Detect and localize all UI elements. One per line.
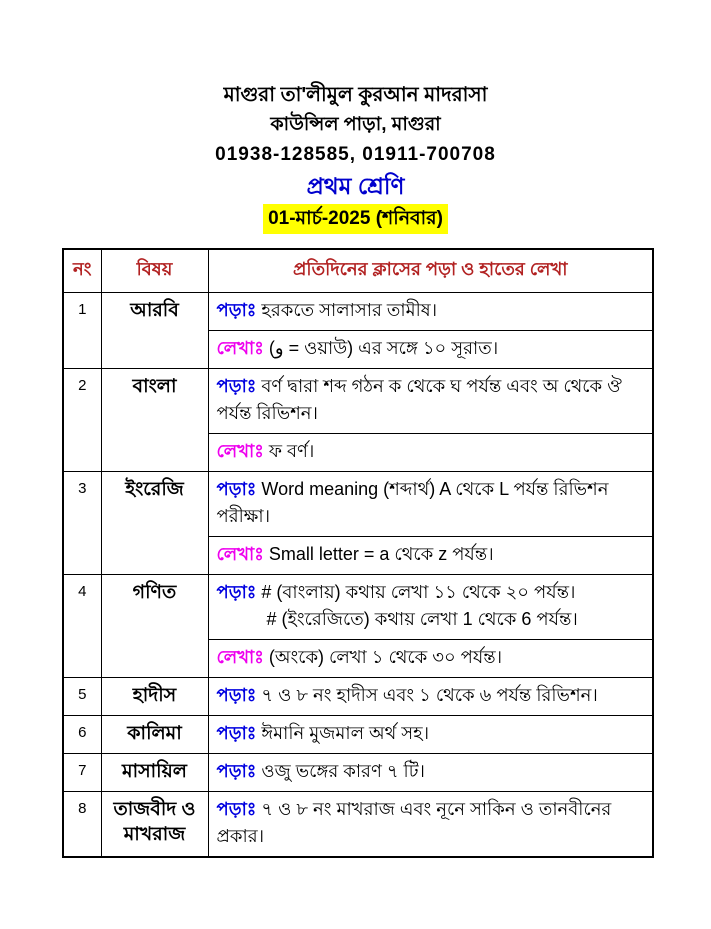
pora-entry	[209, 472, 653, 536]
row-number: 6	[63, 716, 101, 754]
lesson-table	[62, 248, 654, 858]
table-header-row	[63, 249, 653, 293]
lekha-entry	[209, 639, 653, 677]
content-cell	[208, 575, 653, 678]
row-number: 2	[63, 369, 101, 472]
pora-text: Word meaning (শব্দার্থ) A থেকে L পর্যন্ত রিভিশন পরীক্ষা।	[216, 479, 609, 526]
class-title: প্রথম শ্রেণি	[306, 173, 405, 199]
subject-cell: হাদীস	[101, 678, 208, 716]
pora-text: ৭ ও ৮ নং মাখরাজ এবং নূনে সাকিন ও তানবীনের প্রকার।	[216, 799, 612, 846]
pora-label: পড়াঃ	[216, 479, 257, 499]
pora-entry	[209, 754, 653, 791]
content-cell	[208, 678, 653, 716]
content-cell	[208, 792, 653, 858]
content-cell	[208, 754, 653, 792]
table-row	[63, 575, 653, 678]
lekha-label: লেখাঃ	[216, 441, 264, 461]
table-row	[63, 293, 653, 369]
subject-cell: কালিমা	[101, 716, 208, 754]
row-number: 1	[63, 293, 101, 369]
lekha-label: লেখাঃ	[216, 544, 264, 564]
lekha-label: লেখাঃ	[216, 338, 264, 358]
subject-cell: আরবি	[101, 293, 208, 369]
table-row	[63, 716, 653, 754]
subject-cell: বাংলা	[101, 369, 208, 472]
subject-cell: ইংরেজি	[101, 472, 208, 575]
pora-label: পড়াঃ	[216, 761, 257, 781]
table-row	[63, 754, 653, 792]
pora-label: পড়াঃ	[216, 723, 257, 743]
lekha-text: (و = ওয়াউ) এর সঙ্গে ১০ সূরাত।	[268, 338, 499, 358]
table-row	[63, 678, 653, 716]
subject-cell: মাসায়িল	[101, 754, 208, 792]
row-number: 3	[63, 472, 101, 575]
col-header-content: প্রতিদিনের ক্লাসের পড়া ও হাতের লেখা	[208, 249, 653, 293]
lekha-text: Small letter = a থেকে z পর্যন্ত।	[268, 544, 494, 564]
lekha-entry	[209, 330, 653, 368]
row-number: 8	[63, 792, 101, 858]
lekha-text: (অংকে) লেখা ১ থেকে ৩০ পর্যন্ত।	[268, 647, 503, 667]
content-cell	[208, 293, 653, 369]
subject-cell: গণিত	[101, 575, 208, 678]
row-number: 4	[63, 575, 101, 678]
pora-text: ওজু ভঙ্গের কারণ ৭ টি।	[261, 761, 425, 781]
content-cell	[208, 716, 653, 754]
phone-numbers: 01938-128585, 01911-700708	[215, 144, 496, 165]
pora-text: হরকতে সালাসার তামীষ।	[261, 300, 438, 320]
pora-label: পড়াঃ	[216, 300, 257, 320]
col-header-no: নং	[63, 249, 101, 293]
date-banner: 01-মার্চ-2025 (শনিবার)	[263, 204, 448, 234]
pora-label: পড়াঃ	[216, 799, 257, 819]
col-header-subject: বিষয়	[101, 249, 208, 293]
row-number: 7	[63, 754, 101, 792]
pora-entry	[209, 678, 653, 715]
content-cell	[208, 472, 653, 575]
lekha-text: ফ বর্ণ।	[268, 441, 315, 461]
pora-entry	[209, 716, 653, 753]
subject-cell: তাজবীদ ও মাখরাজ	[101, 792, 208, 858]
pora-entry	[209, 575, 653, 639]
pora-text: বর্ণ দ্বারা শব্দ গঠন ক থেকে ঘ পর্যন্ত এবং অ থেকে ঔ পর্যন্ত রিভিশন।	[216, 376, 622, 423]
row-number: 5	[63, 678, 101, 716]
pora-text: ঈমানি মুজমাল অর্থ সহ।	[261, 723, 430, 743]
pora-label: পড়াঃ	[216, 582, 257, 602]
pora-label: পড়াঃ	[216, 685, 257, 705]
lekha-entry	[209, 536, 653, 574]
pora-text-line2: # (ইংরেজিতে) কথায় লেখা 1 থেকে 6 পর্যন্ত।	[266, 609, 578, 629]
school-name: মাগুরা তা'লীমুল কুরআন মাদরাসা	[223, 84, 488, 106]
pora-entry	[209, 369, 653, 433]
date-line	[0, 204, 711, 234]
lekha-label: লেখাঃ	[216, 647, 264, 667]
pora-entry	[209, 792, 653, 856]
table-row	[63, 792, 653, 858]
table-row	[63, 472, 653, 575]
pora-text: # (বাংলায়) কথায় লেখা ১১ থেকে ২০ পর্যন্ত।	[261, 582, 576, 602]
table-row	[63, 369, 653, 472]
lekha-entry	[209, 433, 653, 471]
school-address: কাউন্সিল পাড়া, মাগুরা	[270, 114, 441, 135]
content-cell	[208, 369, 653, 472]
pora-text: ৭ ও ৮ নং হাদীস এবং ১ থেকে ৬ পর্যন্ত রিভিশন।	[261, 685, 598, 705]
pora-label: পড়াঃ	[216, 376, 257, 396]
pora-entry	[209, 293, 653, 330]
